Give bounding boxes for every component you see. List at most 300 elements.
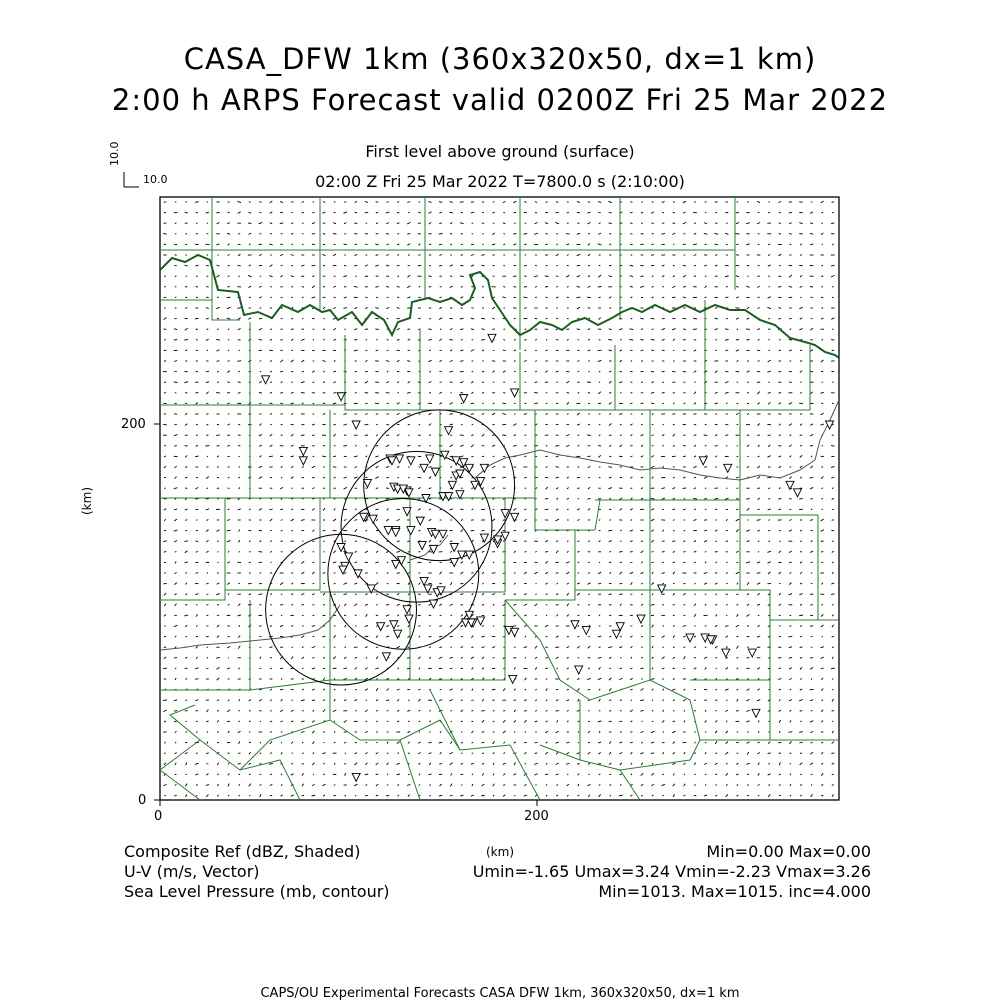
- wind-vector: [651, 371, 654, 372]
- valid-time-label: 02:00 Z Fri 25 Mar 2022 T=7800.0 s (2:10:00): [0, 172, 1000, 191]
- wind-vector: [693, 329, 697, 330]
- wind-vector: [281, 435, 283, 436]
- wind-vector: [715, 244, 718, 245]
- wind-vector: [810, 308, 812, 309]
- wind-vector: [683, 265, 686, 266]
- wind-vector: [471, 414, 474, 415]
- wind-vector: [683, 297, 686, 298]
- wind-vector: [270, 403, 273, 404]
- wind-vector: [514, 403, 515, 404]
- wind-vector: [429, 244, 431, 245]
- wind-vector: [705, 297, 707, 298]
- wind-vector: [652, 435, 654, 436]
- vector-key-horizontal-label: 10.0: [143, 173, 168, 186]
- wind-vector: [164, 393, 166, 394]
- wind-vector: [451, 393, 452, 394]
- wind-vector: [163, 732, 166, 733]
- wind-vector: [280, 509, 283, 510]
- wind-vector: [408, 255, 410, 256]
- wind-vector: [461, 308, 463, 309]
- wind-vector: [608, 340, 612, 341]
- wind-vector: [387, 785, 388, 786]
- wind-vector: [449, 212, 453, 213]
- wind-vector: [545, 244, 547, 245]
- wind-vector: [640, 340, 643, 341]
- wind-vector: [545, 499, 548, 500]
- wind-vector: [450, 340, 453, 341]
- wind-vector: [397, 721, 399, 722]
- wind-vector: [301, 435, 304, 436]
- wind-vector: [175, 552, 177, 553]
- wind-vector: [789, 732, 793, 733]
- wind-vector: [546, 605, 547, 606]
- wind-vector: [577, 297, 581, 298]
- wind-vector: [609, 636, 611, 637]
- wind-vector: [598, 287, 602, 288]
- wind-vector: [313, 562, 315, 563]
- wind-vector: [354, 265, 357, 266]
- wind-vector: [683, 552, 685, 553]
- wind-vector: [811, 573, 812, 574]
- wind-vector: [196, 234, 198, 235]
- wind-vector: [344, 265, 346, 266]
- wind-vector: [217, 371, 219, 372]
- wind-vector: [757, 573, 761, 574]
- wind-vector: [821, 541, 824, 542]
- wind-vector: [768, 382, 770, 383]
- wind-vector: [832, 785, 834, 786]
- wind-vector: [164, 626, 165, 627]
- wind-vector: [196, 297, 198, 298]
- wind-vector: [259, 679, 261, 680]
- wind-vector: [301, 276, 304, 277]
- wind-vector: [821, 732, 823, 733]
- wind-vector: [536, 583, 537, 584]
- wind-vector: [673, 202, 675, 203]
- wind-vector: [217, 573, 219, 574]
- wind-vector: [651, 350, 654, 351]
- wind-vector: [460, 329, 463, 330]
- wind-vector: [694, 732, 695, 733]
- wind-vector: [259, 562, 262, 563]
- wind-vector: [694, 265, 696, 266]
- wind-vector: [195, 679, 198, 680]
- wind-vector: [291, 721, 293, 722]
- wind-vector: [482, 753, 484, 754]
- wind-vector: [482, 234, 483, 235]
- wind-vector: [407, 308, 410, 309]
- wind-vector: [281, 530, 283, 531]
- wind-vector: [461, 403, 463, 404]
- wind-vector: [280, 371, 283, 372]
- wind-vector: [525, 732, 526, 733]
- wind-vector: [503, 350, 506, 351]
- wind-vector: [779, 318, 782, 319]
- wind-vector: [652, 446, 654, 447]
- wind-vector: [450, 308, 452, 309]
- wind-vector: [313, 329, 315, 330]
- wind-vector: [471, 287, 473, 288]
- wind-vector: [185, 668, 188, 669]
- wind-vector: [768, 276, 770, 277]
- wind-vector: [588, 340, 590, 341]
- wind-vector: [493, 626, 494, 627]
- wind-vector: [810, 626, 813, 627]
- wind-vector: [163, 424, 167, 425]
- vector-key-vertical-label: 10.0: [108, 142, 121, 167]
- wind-vector: [630, 340, 634, 341]
- wind-vector: [408, 435, 409, 436]
- wind-vector: [269, 467, 272, 468]
- wind-vector: [673, 721, 675, 722]
- wind-vector: [206, 297, 209, 298]
- wind-vector: [651, 318, 655, 319]
- wind-vector: [672, 414, 675, 415]
- wind-vector: [524, 287, 527, 288]
- wind-vector: [481, 340, 485, 341]
- footer-credit: CAPS/OU Experimental Forecasts CASA DFW 1km, 360x320x50, dx=1 km: [0, 986, 1000, 1001]
- wind-vector: [355, 626, 356, 627]
- wind-vector: [747, 276, 748, 277]
- wind-vector: [365, 244, 367, 245]
- wind-vector: [768, 488, 770, 489]
- wind-vector: [334, 721, 335, 722]
- wind-vector: [620, 658, 621, 659]
- wind-vector: [386, 424, 389, 425]
- wind-vector: [259, 785, 261, 786]
- wind-vector: [800, 446, 802, 447]
- wind-vector: [260, 668, 262, 669]
- wind-vector: [503, 340, 505, 341]
- wind-vector: [471, 403, 474, 404]
- wind-vector: [608, 530, 612, 531]
- wind-vector: [355, 244, 357, 245]
- wind-vector: [355, 742, 357, 743]
- wind-vector: [164, 212, 166, 213]
- wind-vector: [302, 795, 305, 796]
- wind-vector: [461, 424, 462, 425]
- wind-vector: [609, 329, 612, 330]
- wind-vector: [662, 287, 664, 288]
- wind-vector: [683, 287, 686, 288]
- wind-vector: [726, 562, 727, 563]
- wind-vector: [206, 605, 208, 606]
- wind-vector: [535, 753, 538, 754]
- wind-vector: [736, 255, 739, 256]
- wind-vector: [694, 414, 697, 415]
- wind-vector: [375, 329, 378, 330]
- wind-vector: [694, 223, 696, 224]
- wind-vector: [259, 393, 262, 394]
- wind-vector: [195, 202, 199, 203]
- wind-vector: [291, 329, 294, 330]
- wind-vector: [269, 456, 273, 457]
- wind-vector: [694, 202, 696, 203]
- wind-vector: [344, 764, 346, 765]
- wind-vector: [270, 668, 272, 669]
- wind-vector: [271, 562, 272, 563]
- wind-vector: [292, 753, 293, 754]
- wind-vector: [333, 456, 336, 457]
- wind-vector: [174, 700, 177, 701]
- wind-vector: [196, 721, 198, 722]
- wind-vector: [333, 795, 336, 796]
- wind-vector: [239, 721, 240, 722]
- wind-vector: [587, 435, 591, 436]
- wind-vector: [811, 774, 813, 775]
- wind-vector: [217, 499, 218, 500]
- wind-vector: [260, 276, 261, 277]
- wind-vector: [428, 742, 431, 743]
- wind-vector: [715, 202, 718, 203]
- wind-vector: [228, 657, 229, 658]
- wind-vector: [313, 414, 315, 415]
- wind-vector: [557, 382, 558, 383]
- wind-vector: [683, 456, 686, 457]
- wind-vector: [472, 753, 473, 754]
- wind-vector: [725, 297, 728, 298]
- wind-vector: [260, 371, 261, 372]
- legend-reflectivity: Composite Ref (dBZ, Shaded): [124, 842, 360, 861]
- wind-vector: [631, 520, 633, 521]
- wind-vector: [195, 393, 198, 394]
- wind-vector: [216, 212, 219, 213]
- wind-vector: [684, 774, 685, 775]
- wind-vector: [758, 551, 759, 552]
- wind-vector: [789, 562, 792, 563]
- wind-vector: [439, 234, 443, 235]
- wind-vector: [831, 223, 834, 224]
- wind-vector: [376, 234, 379, 235]
- wind-vector: [768, 530, 770, 531]
- wind-vector: [831, 234, 834, 235]
- wind-vector: [418, 329, 420, 330]
- wind-vector: [334, 212, 336, 213]
- wind-vector: [237, 361, 241, 362]
- wind-vector: [630, 212, 632, 213]
- wind-vector: [631, 255, 633, 256]
- wind-vector: [705, 742, 706, 743]
- wind-vector: [652, 202, 654, 203]
- wind-vector: [673, 605, 675, 606]
- wind-vector: [546, 297, 548, 298]
- wind-vector: [196, 276, 198, 277]
- wind-vector: [186, 721, 187, 722]
- wind-vector: [588, 499, 591, 500]
- wind-vector: [683, 371, 686, 372]
- wind-vector: [397, 244, 399, 245]
- wind-vector: [216, 340, 220, 341]
- wind-vector: [778, 499, 781, 500]
- wind-vector: [174, 382, 178, 383]
- wind-vector: [429, 636, 432, 637]
- wind-vector: [726, 318, 728, 319]
- wind-vector: [663, 795, 664, 796]
- wind-vector: [599, 424, 600, 425]
- wind-vector: [281, 350, 283, 351]
- wind-vector: [164, 297, 167, 298]
- wind-vector: [651, 499, 655, 500]
- wind-vector: [609, 562, 611, 563]
- wind-vector: [535, 212, 537, 213]
- wind-vector: [735, 308, 739, 309]
- wind-vector: [449, 414, 453, 415]
- wind-vector: [376, 711, 378, 712]
- wind-vector: [397, 573, 400, 574]
- wind-vector: [725, 626, 728, 627]
- wind-vector: [652, 308, 654, 309]
- wind-vector: [440, 287, 442, 288]
- legend-reflectivity-range: Min=0.00 Max=0.00: [706, 842, 871, 861]
- wind-vector: [757, 520, 761, 521]
- wind-vector: [281, 424, 283, 425]
- wind-vector: [577, 605, 579, 606]
- wind-vector: [196, 530, 198, 531]
- wind-vector: [609, 212, 612, 213]
- wind-vector: [217, 732, 219, 733]
- wind-vector: [302, 541, 303, 542]
- y-tick-200: 200: [121, 417, 146, 432]
- wind-vector: [175, 255, 177, 256]
- wind-vector: [641, 403, 644, 404]
- wind-vector: [736, 340, 739, 341]
- wind-vector: [207, 350, 208, 351]
- wind-vector: [397, 202, 399, 203]
- wind-vector: [799, 202, 802, 203]
- wind-vector: [609, 255, 611, 256]
- wind-vector: [587, 456, 590, 457]
- wind-vector: [281, 742, 282, 743]
- wind-vector: [207, 255, 208, 256]
- wind-vector: [631, 700, 632, 701]
- wind-vector: [502, 403, 506, 404]
- wind-vector: [206, 499, 209, 500]
- wind-vector: [610, 795, 611, 797]
- wind-vector: [185, 573, 187, 574]
- wind-vector: [567, 689, 569, 690]
- title-line-1: CASA_DFW 1km (360x320x50, dx=1 km): [0, 42, 1000, 76]
- wind-vector: [555, 562, 559, 563]
- wind-vector: [334, 276, 336, 277]
- wind-vector: [387, 721, 388, 722]
- wind-vector: [164, 446, 166, 447]
- wind-vector: [599, 297, 601, 298]
- wind-vector: [164, 244, 166, 245]
- wind-vector: [164, 287, 166, 288]
- wind-vector: [736, 594, 738, 595]
- wind-vector: [419, 202, 420, 203]
- wind-vector: [588, 265, 590, 266]
- wind-vector: [641, 393, 643, 394]
- wind-vector: [620, 668, 622, 669]
- wind-vector: [662, 212, 664, 213]
- wind-vector: [281, 414, 283, 415]
- wind-vector: [239, 456, 240, 457]
- y-tick-0: 0: [138, 793, 146, 808]
- wind-vector: [471, 329, 474, 330]
- wind-vector: [217, 403, 218, 404]
- wind-vector: [609, 594, 612, 595]
- wind-vector: [439, 795, 442, 796]
- wind-vector: [386, 234, 389, 235]
- y-axis-label: (km): [80, 487, 94, 515]
- wind-vector: [545, 774, 548, 775]
- wind-vector: [503, 287, 505, 288]
- wind-vector: [292, 647, 293, 648]
- wind-vector: [726, 223, 728, 224]
- wind-vector: [164, 636, 166, 637]
- wind-vector: [683, 329, 686, 330]
- wind-vector: [206, 636, 209, 637]
- wind-vector: [334, 446, 336, 447]
- wind-vector: [239, 795, 240, 796]
- wind-vector: [324, 742, 325, 743]
- wind-vector: [831, 340, 834, 341]
- wind-vector: [800, 583, 802, 584]
- wind-vector: [789, 340, 792, 341]
- wind-vector: [662, 774, 664, 775]
- wind-vector: [312, 626, 315, 627]
- wind-vector: [493, 658, 495, 659]
- wind-vector: [439, 636, 442, 637]
- wind-vector: [344, 615, 346, 616]
- wind-vector: [302, 244, 303, 245]
- wind-vector: [651, 753, 654, 754]
- wind-vector: [207, 234, 209, 235]
- wind-vector: [748, 520, 749, 521]
- wind-vector: [832, 202, 835, 203]
- wind-vector: [608, 467, 612, 468]
- wind-vector: [535, 499, 536, 500]
- x-tick-200: 200: [524, 809, 549, 824]
- wind-vector: [705, 509, 706, 510]
- wind-vector: [726, 530, 728, 531]
- wind-vector: [324, 551, 325, 552]
- wind-vector: [418, 234, 421, 235]
- wind-vector: [821, 742, 823, 743]
- wind-vector: [482, 265, 485, 266]
- wind-vector: [460, 265, 463, 266]
- legend-pressure-range: Min=1013. Max=1015. inc=4.000: [598, 882, 871, 901]
- wind-vector: [716, 520, 717, 521]
- wind-vector: [651, 255, 654, 256]
- wind-vector: [800, 255, 802, 256]
- wind-vector: [715, 414, 717, 415]
- wind-vector: [821, 700, 823, 701]
- wind-vector: [323, 467, 324, 468]
- wind-vector: [492, 573, 496, 574]
- wind-vector: [355, 732, 357, 733]
- wind-vector: [768, 753, 771, 754]
- wind-vector: [661, 414, 665, 415]
- wind-vector: [630, 287, 633, 288]
- wind-vector: [535, 785, 536, 786]
- wind-vector: [322, 456, 326, 457]
- wind-vector: [672, 297, 675, 298]
- wind-vector: [578, 742, 579, 743]
- wind-vector: [238, 371, 240, 372]
- wind-vector: [640, 700, 644, 701]
- wind-vector: [418, 265, 421, 266]
- wind-vector: [471, 700, 473, 701]
- wind-vector: [556, 202, 558, 203]
- wind-vector: [620, 371, 622, 372]
- wind-vector: [758, 234, 760, 235]
- wind-vector: [822, 382, 823, 383]
- wind-vector: [609, 785, 611, 786]
- wind-vector: [238, 711, 240, 712]
- wind-vector: [513, 234, 516, 235]
